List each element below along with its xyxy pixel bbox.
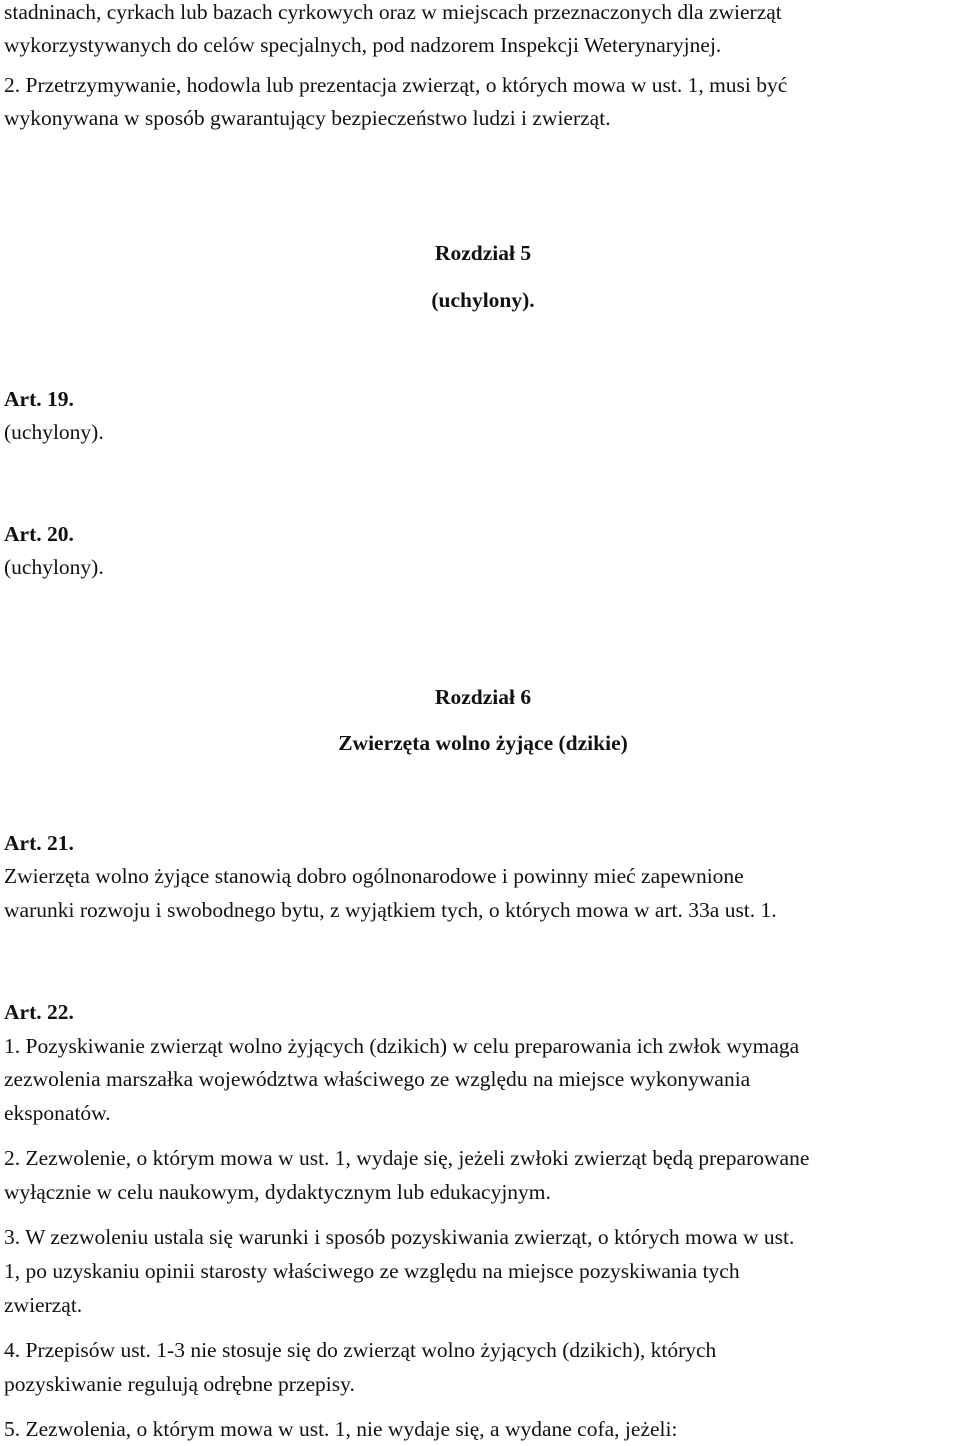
chapter-5-heading: Rozdział 5: [434, 241, 532, 265]
art-22-ust5-line-1: 5. Zezwolenia, o którym mowa w ust. 1, nie wydaje się, a wydane cofa, jeżeli:: [4, 1417, 678, 1441]
chapter-6-subtitle: Zwierzęta wolno żyjące (dzikie): [338, 731, 628, 755]
art-22-ust1-line-3: eksponatów.: [4, 1101, 111, 1125]
art-22-ust2-line-2: wyłącznie w celu naukowym, dydaktycznym lub edukacyjnym.: [4, 1180, 551, 1204]
art-22-ust3-line-1: 3. W zezwoleniu ustala się warunki i sposób pozyskiwania zwierząt, o których mowa w ust.: [4, 1225, 795, 1249]
chapter-6-heading: Rozdział 6: [434, 685, 532, 709]
art-22-heading: Art. 22.: [4, 1000, 74, 1024]
art-22-ust1-line-1: 1. Pozyskiwanie zwierząt wolno żyjących (dzikich) w celu preparowania ich zwłok wymaga: [4, 1034, 800, 1058]
intro-line-2: wykorzystywanych do celów specjalnych, pod nadzorem Inspekcji Weterynaryjnej.: [4, 33, 722, 57]
art-22-ust4-line-2: pozyskiwanie regulują odrębne przepisy.: [4, 1372, 355, 1396]
art-22-ust3-line-3: zwierząt.: [4, 1293, 83, 1317]
art-20-heading: Art. 20.: [4, 522, 74, 546]
art-19-text: (uchylony).: [4, 420, 104, 444]
art-22-ust3-line-2: 1, po uzyskaniu opinii starosty właściwego ze względu na miejsce pozyskiwania tych: [4, 1259, 740, 1283]
art-21-line-1: Zwierzęta wolno żyjące stanowią dobro ogólnonarodowe i powinny mieć zapewnione: [4, 864, 744, 888]
art-21-line-2: warunki rozwoju i swobodnego bytu, z wyjątkiem tych, o których mowa w art. 33a ust. 1.: [4, 898, 777, 922]
intro-ust2-line-2: wykonywana w sposób gwarantujący bezpieczeństwo ludzi i zwierząt.: [4, 106, 611, 130]
chapter-5-subtitle: (uchylony).: [431, 288, 535, 312]
art-22-ust4-line-1: 4. Przepisów ust. 1-3 nie stosuje się do zwierząt wolno żyjących (dzikich), których: [4, 1338, 717, 1362]
intro-ust2-line-1: 2. Przetrzymywanie, hodowla lub prezentacja zwierząt, o których mowa w ust. 1, musi być: [4, 73, 788, 97]
art-21-heading: Art. 21.: [4, 831, 74, 855]
art-20-text: (uchylony).: [4, 555, 104, 579]
intro-line-1: stadninach, cyrkach lub bazach cyrkowych oraz w miejscach przeznaczonych dla zwierząt: [4, 0, 782, 24]
art-22-ust1-line-2: zezwolenia marszałka województwa właściwego ze względu na miejsce wykonywania: [4, 1067, 751, 1091]
art-22-ust2-line-1: 2. Zezwolenie, o którym mowa w ust. 1, wydaje się, jeżeli zwłoki zwierząt będą preparowane: [4, 1146, 810, 1170]
art-19-heading: Art. 19.: [4, 387, 74, 411]
